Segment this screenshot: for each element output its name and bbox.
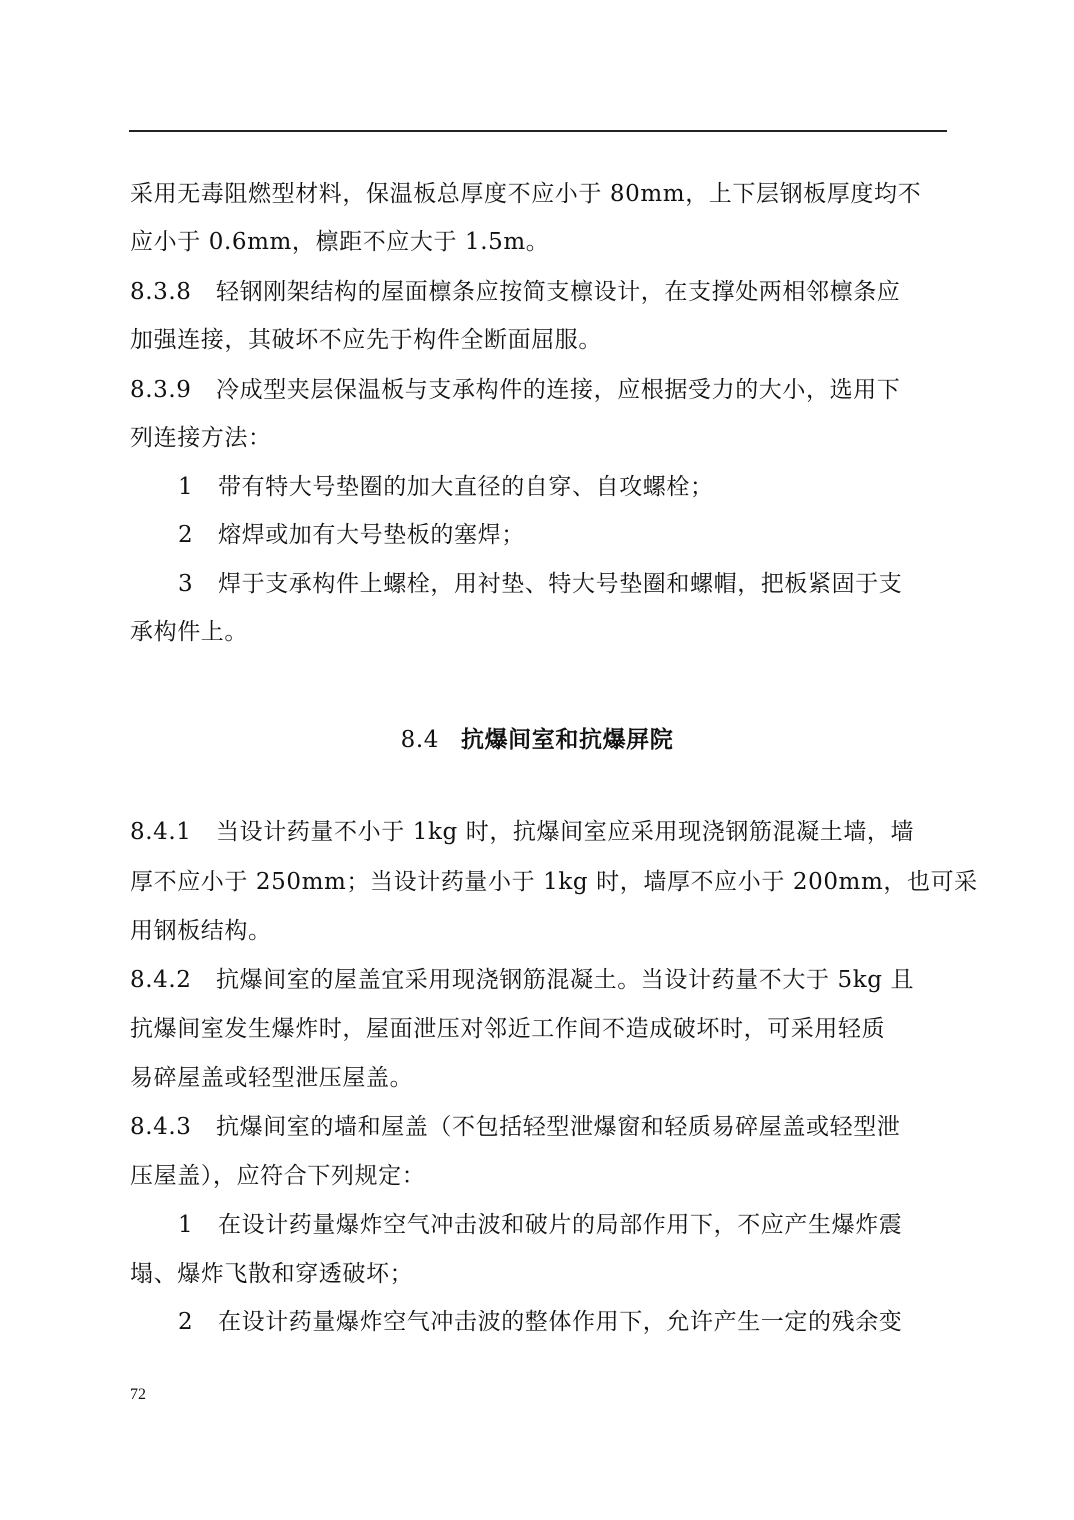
list-item <box>178 1298 998 1346</box>
item-text: 承构件上。 <box>130 619 248 645</box>
section-heading <box>0 716 1074 764</box>
item-number: 3 <box>178 571 194 597</box>
text-line <box>130 858 978 906</box>
clause-number: 8.4.2 <box>130 967 192 993</box>
clause-number: 8.3.8 <box>130 279 192 305</box>
list-item <box>178 560 998 608</box>
section-title-text: 抗爆间室和抗爆屏院 <box>460 726 674 753</box>
list-item <box>178 463 998 511</box>
text-line <box>130 414 950 462</box>
page-number: 72 <box>130 1386 146 1403</box>
item-text: 带有特大号垫圈的加大直径的自穿、自攻螺栓； <box>218 474 714 500</box>
item-text: 焊于支承构件上螺栓，用衬垫、特大号垫圈和螺帽，把板紧固于支 <box>218 571 903 597</box>
item-text: 熔焊或加有大号垫板的塞焊； <box>218 522 525 548</box>
item-text: 在设计药量爆炸空气冲击波的整体作用下，允许产生一定的残余变 <box>218 1309 903 1335</box>
text-line <box>130 1054 950 1102</box>
clause-number: 8.4.1 <box>130 819 192 845</box>
text-line <box>130 907 950 955</box>
clause-text: 压屋盖），应符合下列规定： <box>130 1163 426 1189</box>
clause-8-3-8 <box>130 268 950 316</box>
clause-8-3-9 <box>130 366 950 414</box>
clause-text: 轻钢刚架结构的屋面檩条应按简支檩设计，在支撑处两相邻檩条应 <box>216 279 901 305</box>
item-number: 1 <box>178 474 194 500</box>
item-number: 2 <box>178 1309 194 1335</box>
clause-text: 抗爆间室的屋盖宜采用现浇钢筋混凝土。当设计药量不大于 5kg 且 <box>216 967 915 993</box>
clause-text: 当设计药量不小于 1kg 时，抗爆间室应采用现浇钢筋混凝土墙，墙 <box>216 819 915 845</box>
clause-text: 用钢板结构。 <box>130 918 272 944</box>
item-text: 在设计药量爆炸空气冲击波和破片的局部作用下，不应产生爆炸震 <box>218 1212 903 1238</box>
clause-8-4-2 <box>130 956 950 1004</box>
text-line <box>130 1152 950 1200</box>
list-item <box>178 511 998 559</box>
text-line <box>130 316 950 364</box>
clause-text: 加强连接，其破坏不应先于构件全断面屈服。 <box>130 327 602 353</box>
clause-8-4-3 <box>130 1103 950 1151</box>
list-item <box>178 1201 998 1249</box>
clause-8-4-1 <box>130 808 950 856</box>
text-line <box>130 218 950 266</box>
text-line <box>130 1250 950 1298</box>
text-line <box>130 170 950 218</box>
header-rule <box>129 130 947 132</box>
clause-text: 冷成型夹层保温板与支承构件的连接，应根据受力的大小，选用下 <box>216 377 901 403</box>
clause-number: 8.3.9 <box>130 377 192 403</box>
text-line <box>130 608 950 656</box>
section-number: 8.4 <box>400 727 439 753</box>
clause-text: 列连接方法： <box>130 425 272 451</box>
clause-text: 厚不应小于 250mm；当设计药量小于 1kg 时，墙厚不应小于 200mm，也可采 <box>130 869 978 895</box>
text-line <box>130 1005 950 1053</box>
clause-text: 易碎屋盖或轻型泄压屋盖。 <box>130 1065 414 1091</box>
clause-text: 抗爆间室的墙和屋盖（不包括轻型泄爆窗和轻质易碎屋盖或轻型泄 <box>216 1114 901 1140</box>
paragraph-text: 应小于 0.6mm，檩距不应大于 1.5m。 <box>130 229 550 255</box>
item-text: 塌、爆炸飞散和穿透破坏； <box>130 1261 414 1287</box>
clause-number: 8.4.3 <box>130 1114 192 1140</box>
clause-text: 抗爆间室发生爆炸时，屋面泄压对邻近工作间不造成破坏时，可采用轻质 <box>130 1016 886 1042</box>
item-number: 1 <box>178 1212 194 1238</box>
paragraph-text: 采用无毒阻燃型材料，保温板总厚度不应小于 80mm，上下层钢板厚度均不 <box>130 181 922 207</box>
item-number: 2 <box>178 522 194 548</box>
